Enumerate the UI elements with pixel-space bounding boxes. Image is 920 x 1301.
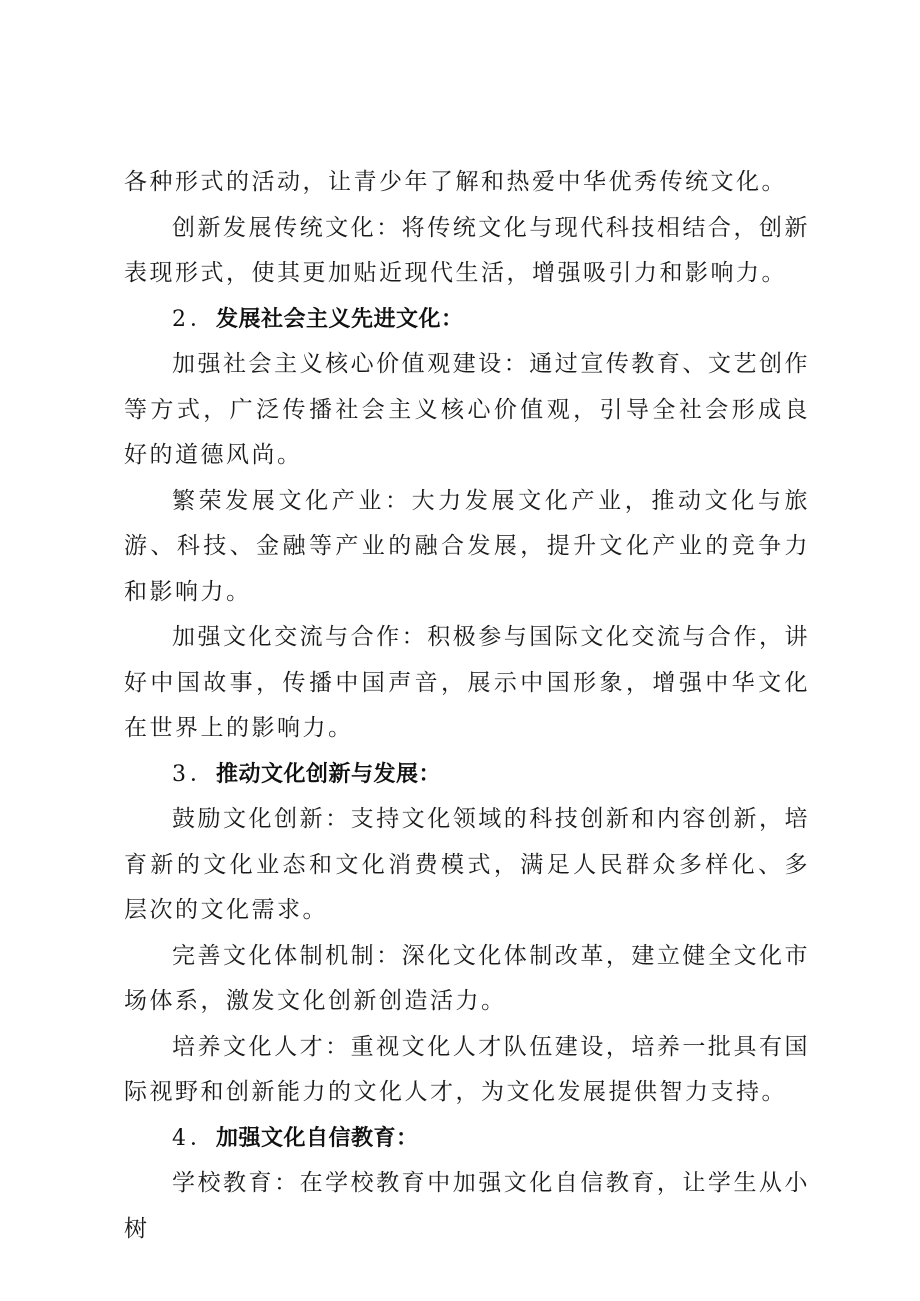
paragraph: 繁荣发展文化产业：大力发展文化产业，推动文化与旅游、科技、金融等产业的融合发展，提升文化产业的竞争力和影响力。 xyxy=(124,487,810,605)
section-title: 发展社会主义先进文化： xyxy=(216,306,464,332)
paragraph: 学校教育：在学校教育中加强文化自信教育，让学生从小树 xyxy=(124,1170,810,1242)
section-heading xyxy=(124,752,810,798)
paragraph: 加强文化交流与合作：积极参与国际文化交流与合作，讲好中国故事，传播中国声音，展示中国形象，增强中华文化在世界上的影响力。 xyxy=(124,624,810,741)
paragraph: 各种形式的活动，让青少年了解和热爱中华优秀传统文化。 xyxy=(124,169,787,195)
paragraph: 创新发展传统文化：将传统文化与现代科技相结合，创新表现形式，使其更加贴近现代生活，增强吸引力和影响力。 xyxy=(124,214,810,286)
paragraph: 加强社会主义核心价值观建设：通过宣传教育、文艺创作等方式，广泛传播社会主义核心价值观，引导全社会形成良好的道德风尚。 xyxy=(124,351,810,468)
section-number: 2． xyxy=(172,306,216,332)
paragraph: 培养文化人才：重视文化人才队伍建设，培养一批具有国际视野和创新能力的文化人才，为文化发展提供智力支持。 xyxy=(124,1033,810,1105)
paragraph: 鼓励文化创新：支持文化领域的科技创新和内容创新，培育新的文化业态和文化消费模式，满足人民群众多样化、多层次的文化需求。 xyxy=(124,806,810,923)
section-heading xyxy=(124,1116,810,1162)
section-title: 推动文化创新与发展： xyxy=(216,761,442,787)
section-number: 3． xyxy=(172,761,216,787)
section-heading xyxy=(124,297,810,343)
section-number: 4． xyxy=(172,1125,216,1151)
paragraph: 完善文化体制机制：深化文化体制改革，建立健全文化市场体系，激发文化创新创造活力。 xyxy=(124,942,810,1014)
document-body xyxy=(124,160,810,1252)
section-title: 加强文化自信教育： xyxy=(216,1125,419,1151)
